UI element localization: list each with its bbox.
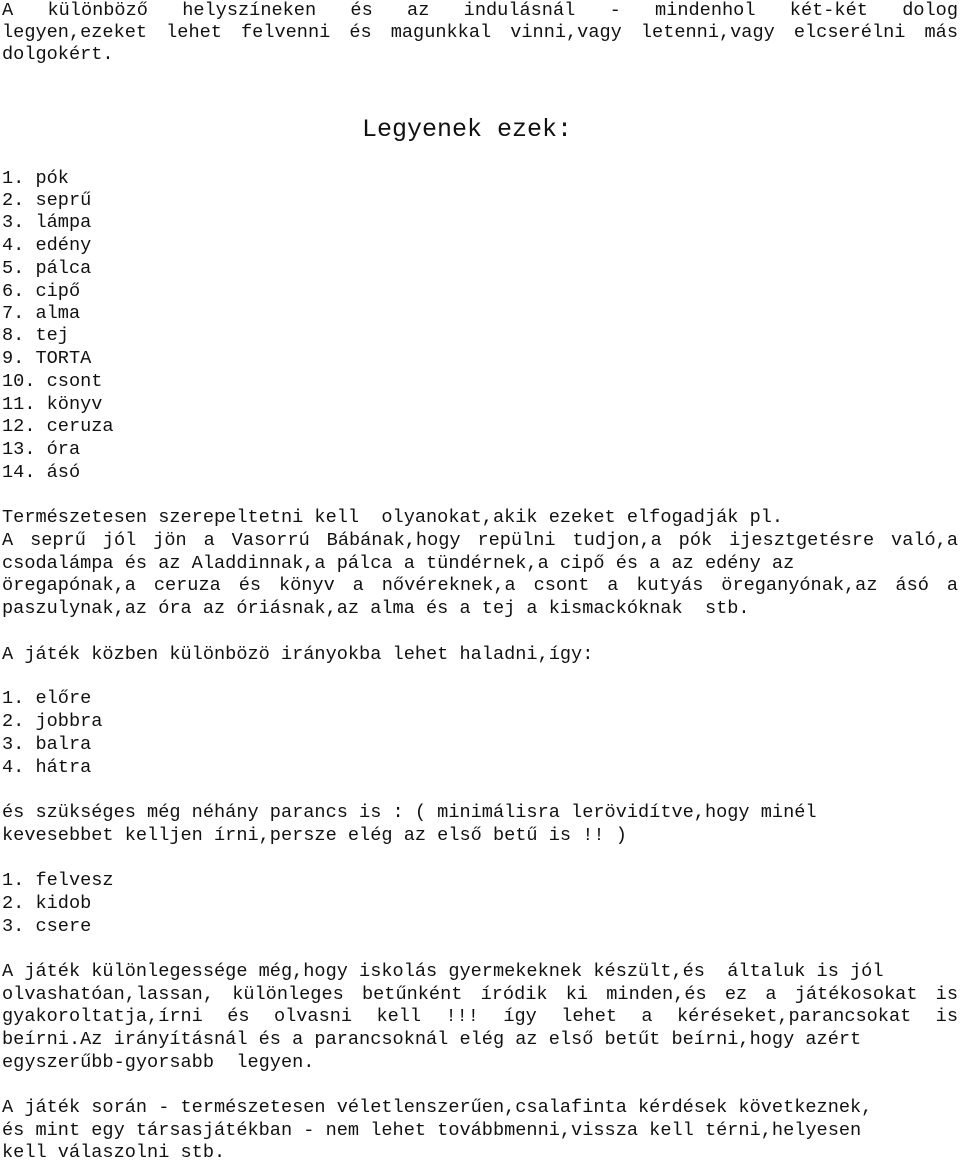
commands-intro-line: kevesebbet kelljen írni,persze elég az első betű is !! ) bbox=[2, 825, 627, 846]
direction-item: 1. előre bbox=[2, 688, 92, 709]
list-item: 13. óra bbox=[2, 439, 81, 460]
command-item: 3. csere bbox=[2, 916, 92, 937]
list-item: 4. edény bbox=[2, 235, 92, 256]
paragraph-line: csodalámpa és az Aladdinnak,a pálca a tündérnek,a cipő és a az edény az bbox=[2, 553, 795, 574]
intro-line: legyen,ezeket lehet felvenni és magunkkal vinni,vagy letenni,vagy elcserélni más bbox=[2, 22, 958, 43]
list-item: 2. seprű bbox=[2, 190, 92, 211]
paragraph-line: A seprű jól jön a Vasorrú Bábának,hogy repülni tudjon,a pók ijesztgetésre való,a bbox=[2, 530, 958, 551]
paragraph-line: és mint egy társasjátékban - nem lehet továbbmenni,vissza kell térni,helyesen bbox=[2, 1120, 862, 1141]
list-item: 5. pálca bbox=[2, 258, 92, 279]
directions-intro: A játék közben különbözö irányokba lehet haladni,így: bbox=[2, 644, 594, 665]
paragraph-line: A játék során - természetesen véletlenszerűen,csalafinta kérdések következnek, bbox=[2, 1097, 873, 1118]
list-item: 9. TORTA bbox=[2, 348, 92, 369]
direction-item: 2. jobbra bbox=[2, 711, 103, 732]
list-item: 14. ásó bbox=[2, 462, 81, 483]
paragraph-line: egyszerűbb-gyorsabb legyen. bbox=[2, 1052, 315, 1073]
paragraph-line: Természetesen szerepeltetni kell olyanokat,akik ezeket elfogadják pl. bbox=[2, 507, 784, 528]
intro-line: dolgokért. bbox=[2, 44, 114, 65]
list-item: 7. alma bbox=[2, 303, 81, 324]
list-item: 11. könyv bbox=[2, 394, 103, 415]
paragraph-line: öregapónak,a ceruza és könyv a nővéreknek,a csont a kutyás öreganyónak,az ásó a bbox=[2, 575, 958, 596]
list-item: 6. cipő bbox=[2, 281, 81, 302]
list-item: 3. lámpa bbox=[2, 212, 92, 233]
paragraph-line: kell válaszolni stb. bbox=[2, 1142, 226, 1163]
list-item: 12. ceruza bbox=[2, 416, 114, 437]
paragraph-line: paszulynak,az óra az óriásnak,az alma és a tej a kismackóknak stb. bbox=[2, 598, 750, 619]
command-item: 2. kidob bbox=[2, 893, 92, 914]
intro-line: A különböző helyszíneken és az indulásnál - mindenhol két-két dolog bbox=[2, 0, 958, 21]
paragraph-line: A játék különlegessége még,hogy iskolás gyermekeknek készült,és általuk is jól bbox=[2, 961, 884, 982]
list-item: 10. csont bbox=[2, 371, 103, 392]
section-heading: Legyenek ezek: bbox=[362, 115, 573, 144]
direction-item: 3. balra bbox=[2, 734, 92, 755]
list-item: 8. tej bbox=[2, 325, 69, 346]
direction-item: 4. hátra bbox=[2, 757, 92, 778]
paragraph-line: olvashatóan,lassan, különleges betűnként íródik ki minden,és ez a játékosokat is bbox=[2, 984, 958, 1005]
paragraph-line: beírni.Az irányításnál és a parancsoknál elég az első betűt beírni,hogy azért bbox=[2, 1029, 862, 1050]
list-item: 1. pók bbox=[2, 168, 69, 189]
command-item: 1. felvesz bbox=[2, 870, 114, 891]
paragraph-line: gyakoroltatja,írni és olvasni kell !!! így lehet a kéréseket,parancsokat is bbox=[2, 1006, 958, 1027]
commands-intro-line: és szükséges még néhány parancs is : ( minimálisra lerövidítve,hogy minél bbox=[2, 802, 817, 823]
